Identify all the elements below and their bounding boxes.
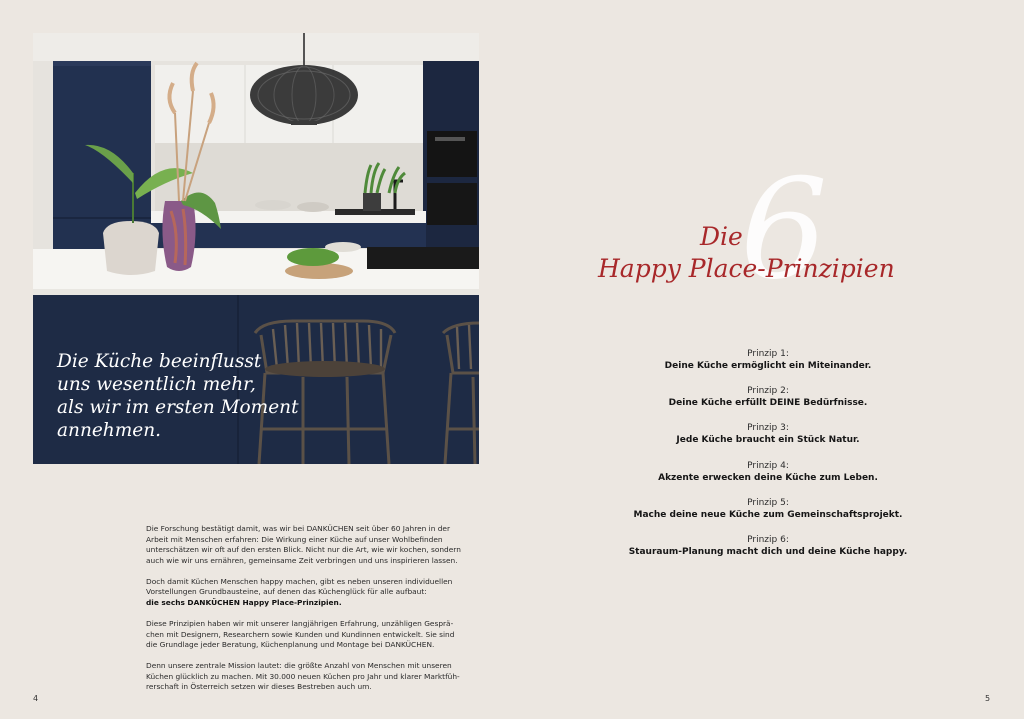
principle-label: Prinzip 5: (747, 497, 789, 508)
list-item (600, 422, 936, 459)
principle-label: Prinzip 2: (747, 386, 789, 397)
text-line: Die Forschung bestätigt damit, was wir bei DANKÜCHEN seit über 60 Jahren in der (146, 524, 451, 533)
page-number-right: 5 (985, 694, 991, 703)
list-item (600, 534, 936, 571)
text-line: Diese Prinzipien haben wir mit unserer langjährigen Erfahrung, unzähligen Gesprä- (146, 618, 454, 628)
principle-label: Prinzip 6: (747, 534, 789, 545)
text-line: chen mit Designern, Researchern sowie Kunden und Kundinnen entwickelt. Sie sind (146, 629, 455, 639)
text-line-bold: die sechs DANKÜCHEN Happy Place-Prinzipien. (146, 597, 342, 607)
page-title: Happy Place-Prinzipien (598, 254, 895, 283)
text-line: auch wie wir uns ernähren, gemeinsame Zeit verbringen und uns inspirieren lassen. (146, 555, 458, 565)
principle-text: Akzente erwecken deine Küche zum Leben. (658, 472, 878, 483)
paragraph-4 (146, 661, 482, 693)
page-number-left: 4 (33, 694, 39, 703)
body-text (146, 524, 482, 703)
list-item (600, 348, 936, 385)
principle-label: Prinzip 3: (747, 423, 789, 434)
list-item (600, 460, 936, 497)
paragraph-2 (146, 577, 482, 609)
principle-text: Deine Küche erfüllt DEINE Bedürfnisse. (668, 398, 868, 409)
kitchen-photo (33, 33, 479, 464)
text-line: rerschaft in Österreich setzen wir dieses Bestreben auch um. (146, 682, 372, 692)
text-line: Arbeit mit Menschen erfahren: Die Wirkung einer Küche auf unser Wohlbefinden (146, 534, 443, 544)
paragraph-3 (146, 619, 482, 651)
title-number: 6 (740, 149, 828, 310)
title-die: Die (700, 222, 743, 251)
principle-label: Prinzip 4: (747, 460, 789, 471)
quote-line: Die Küche beeinflusst (57, 351, 262, 372)
paragraph-1 (146, 524, 482, 566)
text-line: Doch damit Küchen Menschen happy machen, gibt es neben unseren individuellen (146, 576, 453, 586)
quote-line: als wir im ersten Moment (57, 397, 299, 418)
pull-quote (57, 350, 357, 442)
text-line: die Grundlage jeder Beratung, Küchenplanung und Montage bei DANKÜCHEN. (146, 640, 435, 650)
principle-text: Stauraum-Planung macht dich und deine Küche happy. (628, 546, 908, 557)
text-line: Vorstellungen Grundbausteine, auf denen das Küchenglück für alle aufbaut: (146, 587, 427, 597)
principle-text: Jede Küche braucht ein Stück Natur. (676, 435, 860, 446)
principle-text: Deine Küche ermöglicht ein Miteinander. (664, 361, 872, 371)
principle-label: Prinzip 1: (747, 349, 789, 359)
principles-list (600, 348, 936, 571)
list-item (600, 497, 936, 534)
text-line: unterschätzen wir oft auf den ersten Blick. Nicht nur die Art, wie wir kochen, sondern (146, 545, 461, 555)
text-line: Küchen glücklich zu machen. Mit 30.000 neuen Küchen pro Jahr und klarer Marktfüh- (146, 671, 460, 681)
text-line: Denn unsere zentrale Mission lautet: die größte Anzahl von Menschen mit unseren (146, 661, 452, 671)
principle-text: Mache deine neue Küche zum Gemeinschaftsprojekt. (633, 509, 903, 520)
list-item (600, 385, 936, 422)
quote-line: uns wesentlich mehr, (57, 374, 256, 395)
quote-line: annehmen. (57, 420, 162, 441)
